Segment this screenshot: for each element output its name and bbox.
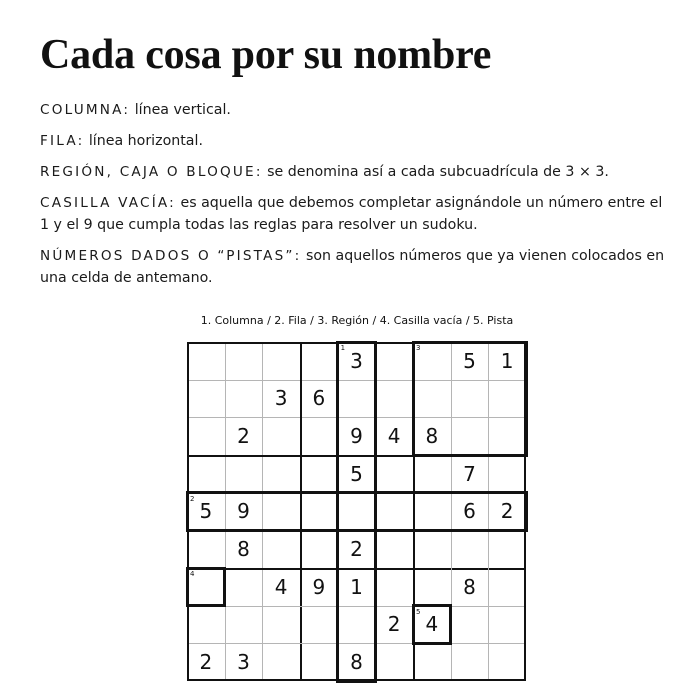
given-number-cell[interactable]: 8	[425, 424, 439, 449]
region-highlight	[412, 341, 528, 457]
empty-cell[interactable]	[451, 643, 489, 681]
empty-cell[interactable]	[187, 380, 225, 418]
given-number-cell[interactable]: 4	[387, 424, 401, 449]
definition-text: es aquella que debemos completar asignándole un número entre el 1 y el 9 que cumpla todas las reglas para resolver un sudoku.	[40, 195, 663, 233]
definition-text: son aquellos números que ya vienen colocados en una celda de antemano.	[40, 248, 665, 286]
empty-cell[interactable]	[225, 380, 263, 418]
marker-label-3: 3	[416, 344, 421, 352]
empty-cell[interactable]	[300, 455, 338, 493]
empty-cell[interactable]	[225, 568, 263, 606]
empty-cell[interactable]	[488, 530, 526, 568]
definition-pistas	[40, 245, 670, 289]
given-number-cell[interactable]: 9	[312, 574, 326, 599]
given-number-cell[interactable]: 5	[350, 461, 363, 486]
given-number-cell[interactable]: 9	[237, 499, 250, 524]
definition-region	[40, 161, 670, 183]
definition-casilla-vacia	[40, 192, 670, 236]
empty-cell[interactable]	[262, 342, 300, 380]
empty-cell[interactable]	[375, 380, 413, 418]
definition-term: FILA:	[40, 133, 85, 149]
definition-text: se denomina así a cada subcuadrícula de 3 × 3.	[262, 164, 609, 180]
empty-cell[interactable]	[413, 568, 451, 606]
empty-cell[interactable]	[300, 417, 338, 455]
empty-cell[interactable]	[262, 606, 300, 644]
empty-cell[interactable]	[451, 530, 489, 568]
given-number-cell[interactable]: 5	[199, 499, 213, 524]
empty-cell[interactable]	[262, 530, 300, 568]
definition-term: NÚMEROS DADOS O “PISTAS”:	[40, 248, 302, 264]
empty-cell[interactable]	[225, 455, 263, 493]
empty-cell[interactable]	[375, 342, 413, 380]
empty-cell[interactable]	[451, 606, 489, 644]
definition-text: línea horizontal.	[84, 133, 203, 149]
empty-cell[interactable]	[262, 643, 300, 681]
marker-label-2: 2	[190, 494, 195, 503]
empty-cell[interactable]	[300, 643, 338, 681]
given-number-cell[interactable]: 8	[463, 574, 476, 599]
empty-cell[interactable]	[187, 530, 225, 568]
empty-cell[interactable]	[300, 530, 338, 568]
given-number-cell[interactable]: 1	[500, 348, 514, 373]
empty-cell[interactable]	[413, 643, 451, 681]
empty-cell[interactable]	[262, 417, 300, 455]
empty-cell[interactable]	[187, 455, 225, 493]
given-number-cell[interactable]: 3	[350, 348, 363, 373]
empty-cell[interactable]	[375, 455, 413, 493]
empty-cell[interactable]	[187, 417, 225, 455]
given-number-cell[interactable]: 9	[350, 424, 363, 449]
definition-term: CASILLA VACÍA:	[40, 195, 176, 211]
sudoku-grid	[187, 342, 526, 681]
marker-label-1: 1	[340, 344, 346, 352]
empty-cell[interactable]	[225, 342, 263, 380]
given-number-cell[interactable]: 6	[312, 386, 326, 411]
empty-cell[interactable]	[262, 455, 300, 493]
given-number-cell[interactable]: 3	[274, 386, 288, 411]
row-highlight	[186, 491, 528, 532]
empty-cell[interactable]	[488, 568, 526, 606]
definition-text: línea vertical.	[130, 102, 231, 118]
page-title: Cada cosa por su nombre	[40, 32, 492, 78]
given-number-cell[interactable]: 2	[350, 537, 363, 562]
given-number-cell[interactable]: 7	[463, 461, 476, 486]
empty-cell[interactable]	[300, 342, 338, 380]
definitions-list	[40, 99, 670, 298]
given-number-cell[interactable]: 5	[463, 348, 476, 373]
empty-cell[interactable]	[225, 606, 263, 644]
marker-label-4: 4	[190, 570, 195, 578]
given-number-cell[interactable]: 8	[350, 650, 363, 675]
empty-cell[interactable]	[187, 342, 225, 380]
empty-cell[interactable]	[375, 643, 413, 681]
empty-cell[interactable]	[488, 643, 526, 681]
given-number-cell[interactable]: 6	[463, 499, 476, 524]
marker-label-5: 5	[416, 607, 421, 616]
given-number-cell[interactable]: 2	[199, 650, 213, 675]
definition-term: COLUMNA:	[40, 102, 131, 118]
empty-cell[interactable]	[300, 606, 338, 644]
given-number-cell[interactable]: 3	[237, 650, 250, 675]
empty-cell[interactable]	[375, 568, 413, 606]
empty-cell[interactable]	[413, 530, 451, 568]
given-number-cell[interactable]: 4	[425, 612, 439, 637]
definition-term: REGIÓN, CAJA O BLOQUE:	[40, 164, 263, 180]
definition-columna	[40, 99, 670, 121]
figure-caption: 1. Columna / 2. Fila / 3. Región / 4. Casilla vacía / 5. Pista	[200, 314, 514, 327]
empty-cell[interactable]	[413, 455, 451, 493]
given-number-cell[interactable]: 4	[274, 574, 288, 599]
given-number-cell[interactable]: 2	[500, 499, 514, 524]
given-number-cell[interactable]: 2	[387, 612, 401, 637]
definition-fila	[40, 130, 670, 152]
given-number-cell[interactable]: 2	[237, 424, 250, 449]
empty-cell[interactable]	[488, 455, 526, 493]
empty-cell[interactable]	[187, 606, 225, 644]
given-number-cell[interactable]: 8	[237, 537, 250, 562]
empty-cell[interactable]	[375, 530, 413, 568]
empty-cell[interactable]	[488, 606, 526, 644]
given-number-cell[interactable]: 1	[350, 574, 363, 599]
